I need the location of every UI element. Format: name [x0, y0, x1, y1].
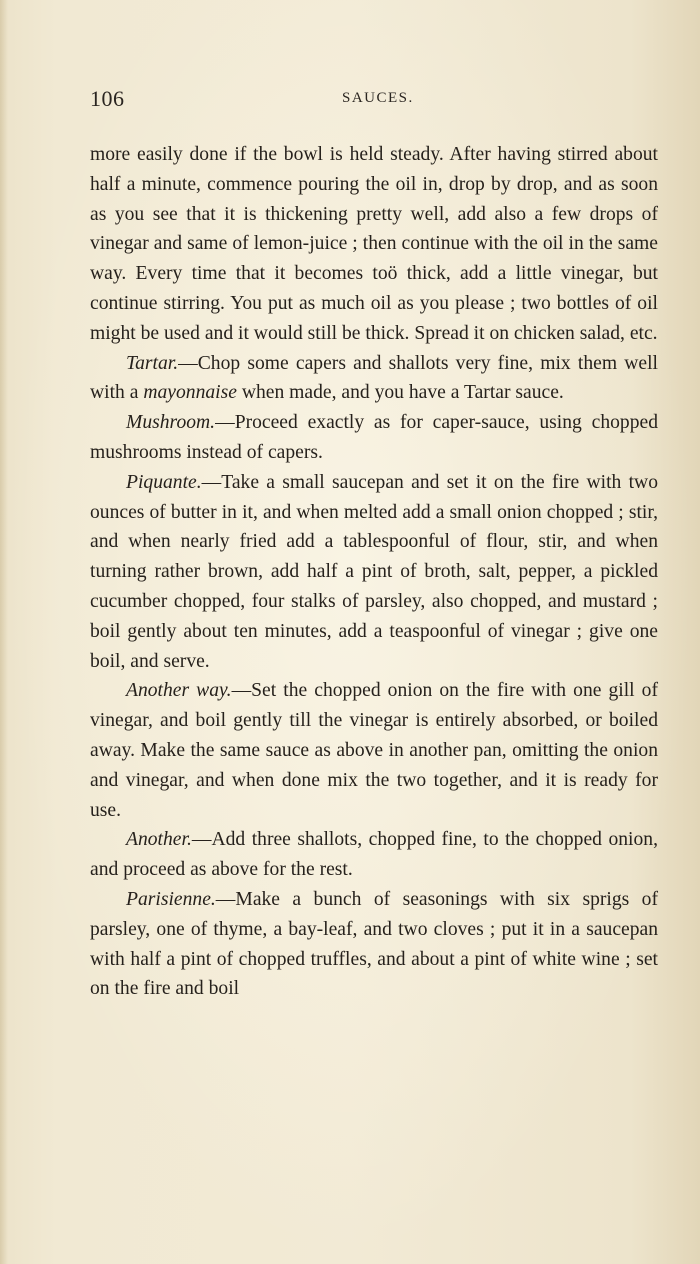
paragraph-text: —Make a bunch of seasonings with six sprigs of parsley, one of thyme, a bay-leaf, and two cloves ; put it in a saucepan with half a pint of chopped truffles, and about a pint of white wine ; set on the fire and boil	[90, 888, 658, 1000]
recipe-title: Piquante.	[126, 471, 202, 493]
paragraph-piquante	[90, 468, 658, 677]
paragraph-text: more easily done if the bowl is held steady. After having stirred about half a minute, commence pouring the oil in, drop by drop, and as soon as you see that it is thickening pretty well, add also a few drops of vinegar and same of lemon-juice ; then continue with the oil in the same way. Every time that it becomes toö thick, add a little vinegar, but continue stirring. You put as much oil as you please ; two bottles of oil might be used and it would still be thick. Spread it on chicken salad, etc.	[90, 144, 658, 344]
paragraph-text: —Chop some capers and shallots very fine, mix them well with a	[90, 352, 658, 404]
paragraph-parisienne	[90, 885, 658, 1004]
paragraph-tartar	[90, 349, 658, 409]
recipe-title: Another.	[126, 829, 192, 851]
body-text	[90, 140, 658, 1004]
paragraph-text: —Set the chopped onion on the fire with one gill of vinegar, and boil gently till the vinegar is entirely absorbed, or boiled away. Make the same sauce as above in another pan, omitting the onion and vinegar, and when done mix the two together, and it is ready for use.	[90, 680, 658, 821]
paragraph-mayonnaise-continued	[90, 140, 658, 349]
paragraph-text: when made, and you have a Tartar sauce.	[236, 382, 564, 404]
recipe-title: Another way.	[126, 680, 232, 702]
recipe-title: Mushroom.	[126, 412, 216, 434]
paragraph-text: —Proceed exactly as for caper-sauce, using chopped mushrooms instead of capers.	[90, 412, 658, 463]
page-header	[90, 86, 650, 116]
running-head: SAUCES.	[342, 90, 414, 106]
emphasis-term: mayonnaise	[143, 382, 237, 404]
paragraph-another-way	[90, 676, 658, 825]
paragraph-text: —Take a small saucepan and set it on the fire with two ounces of butter in it, and when melted add a small onion chopped ; stir, and when nearly fried add a tablespoonful of flour, stir, and when turning rather brown, add half a pint of broth, salt, pepper, a pickled cucumber chopped, four stalks of parsley, also chopped, and mustard ; boil gently about ten minutes, add a teaspoonful of vinegar ; give one boil, and serve.	[90, 471, 658, 672]
paragraph-mushroom	[90, 408, 658, 468]
page-number: 106	[90, 86, 125, 111]
recipe-title: Tartar.	[126, 352, 179, 374]
paragraph-text: —Add three shallots, chopped fine, to the chopped onion, and proceed as above for the rest.	[90, 829, 658, 881]
recipe-title: Parisienne.	[126, 888, 216, 910]
page-edge-shadow	[0, 0, 8, 1264]
paragraph-another	[90, 825, 658, 885]
